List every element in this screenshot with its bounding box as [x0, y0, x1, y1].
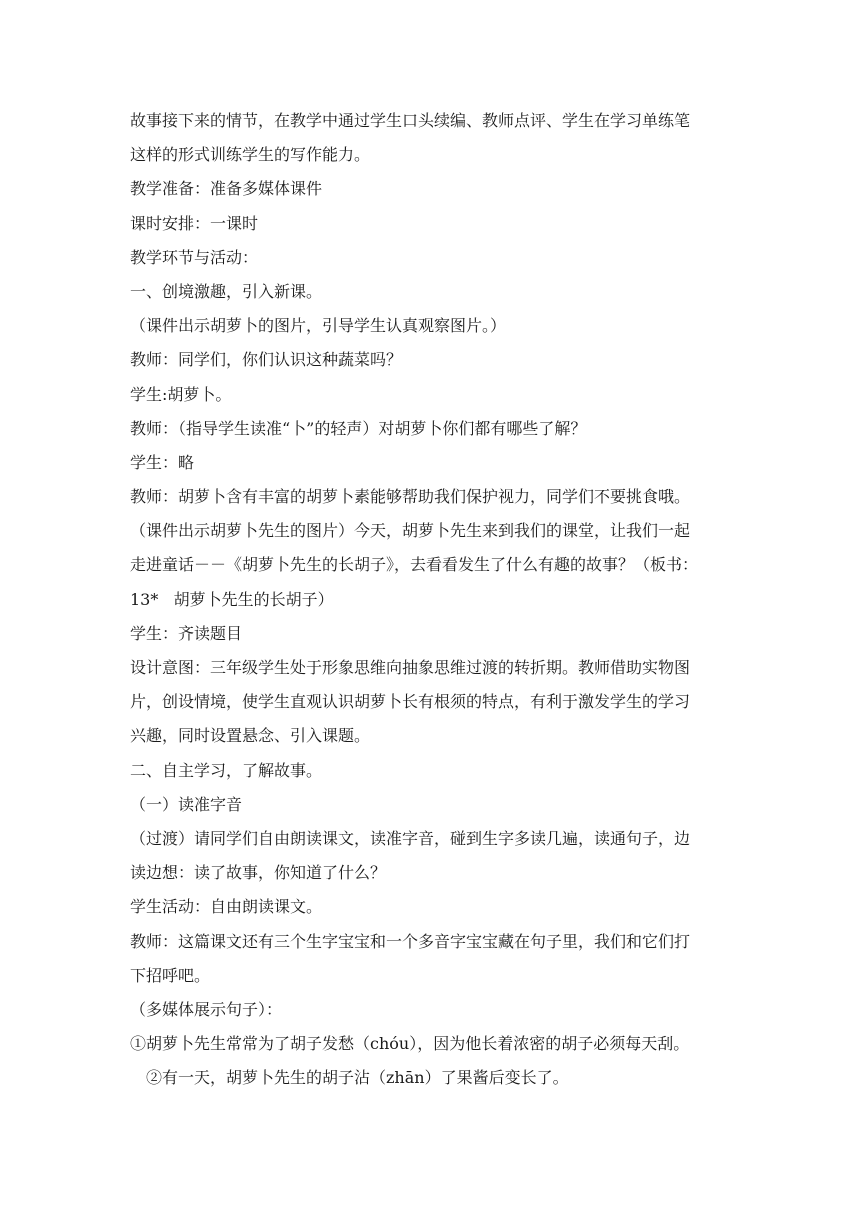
text-line: 学生：齐读题目 [130, 623, 243, 643]
text-line: 教师：同学们，你们认识这种蔬菜吗？ [130, 350, 403, 370]
text-line: （课件出示胡萝卜的图片，引导学生认真观察图片。） [130, 316, 507, 336]
text-line: 学生：略 [130, 452, 195, 472]
text-line: 教师：这篇课文还有三个生字宝宝和一个多音字宝宝藏在句子里，我们和它们打 [130, 931, 691, 951]
text-line: 兴趣，同时设置悬念、引入课题。 [130, 726, 371, 746]
text-line: （多媒体展示句子）： [130, 999, 283, 1019]
text-line: 教学准备：准备多媒体课件 [130, 179, 323, 199]
subsection-heading: （一）读准字音 [130, 794, 243, 814]
section-heading: 二、自主学习，了解故事。 [130, 760, 323, 780]
text-line: 13* 胡萝卜先生的长胡子） [130, 589, 334, 609]
text-line: 学生活动：自由朗读课文。 [130, 897, 323, 917]
section-heading: 一、创境激趣，引入新课。 [130, 281, 323, 301]
text-line: （过渡）请同学们自由朗读课文，读准字音，碰到生字多读几遍，读通句子，边 [130, 828, 691, 848]
text-line: 走进童话－－《胡萝卜先生的长胡子》，去看看发生了什么有趣的故事？（板书： [130, 555, 699, 575]
text-line: 学生:胡萝卜。 [130, 384, 232, 404]
text-line: 故事接下来的情节，在教学中通过学生口头续编、教师点评、学生在学习单练笔 [130, 111, 691, 130]
section-heading: 教学环节与活动： [130, 247, 259, 267]
text-line: 读边想：读了故事，你知道了什么？ [130, 863, 387, 883]
text-line: 教师：胡萝卜含有丰富的胡萝卜素能够帮助我们保护视力，同学们不要挑食哦。 [130, 487, 691, 507]
example-sentence: ②有一天，胡萝卜先生的胡子沾（zhān）了果酱后变长了。 [146, 1068, 569, 1088]
text-line: 下招呼吧。 [130, 965, 211, 985]
text-line: 设计意图：三年级学生处于形象思维向抽象思维过渡的转折期。教师借助实物图 [130, 658, 691, 677]
document-body [130, 104, 730, 1095]
text-line: 课时安排：一课时 [130, 213, 259, 233]
text-line: （课件出示胡萝卜先生的图片）今天，胡萝卜先生来到我们的课堂，让我们一起 [130, 521, 691, 541]
text-line: 这样的形式训练学生的写作能力。 [130, 145, 371, 165]
text-line: 片，创设情境，使学生直观认识胡萝卜长有根须的特点，有利于激发学生的学习 [130, 692, 691, 712]
text-line: 教师：（指导学生读准“卜”的轻声）对胡萝卜你们都有哪些了解？ [130, 418, 587, 438]
example-sentence: ①胡萝卜先生常常为了胡子发愁（chóu），因为他长着浓密的胡子必须每天刮。 [130, 1034, 690, 1054]
